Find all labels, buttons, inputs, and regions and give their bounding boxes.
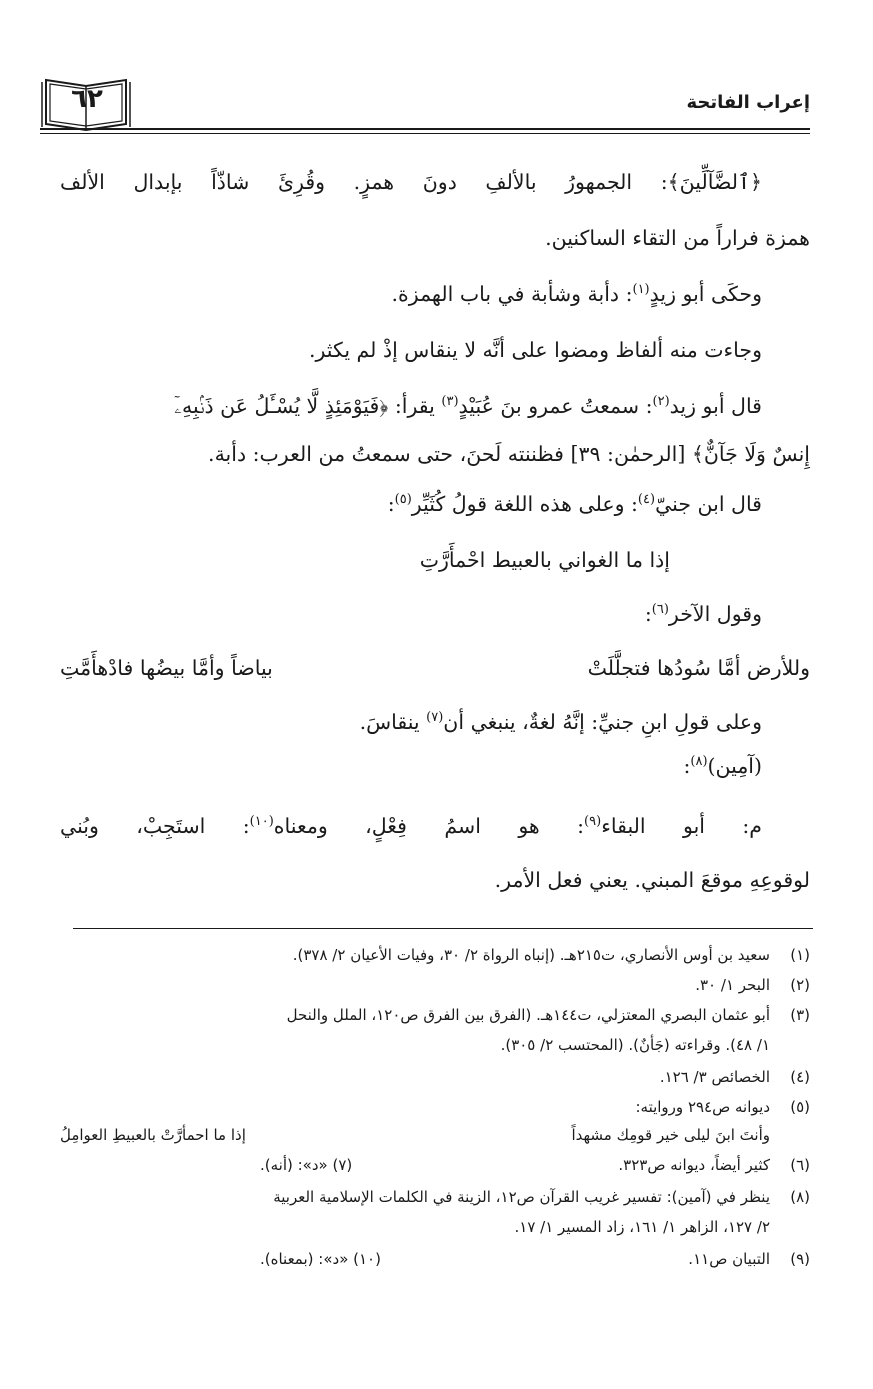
- footnote-ref: (٥): [394, 492, 412, 508]
- footnote: (٤)الخصائص ٣/ ١٢٦.: [659, 1068, 810, 1086]
- verse-hemistich-first: وللأرض أمَّا سُودُها فتجلَّلَتْ: [587, 656, 810, 680]
- footnote-ref: (١٠): [249, 814, 274, 830]
- footnote: (٣)أبو عثمان البصري المعتزلي، ت١٤٤هـ. (الفرق بين الفرق ص١٢٠، الملل والنحل: [286, 1006, 810, 1024]
- running-title: إعراب الفاتحة: [686, 92, 810, 113]
- verse-line: إذا ما الغواني بالعبيط احْمأَرَّتِ: [419, 548, 670, 572]
- text-line: (آمِين)$^{(٨)}$:: [683, 754, 762, 778]
- text-line: همزة فراراً من التقاء الساكنين.: [545, 226, 810, 250]
- footnote-ref: (١): [632, 282, 650, 298]
- footnote-ref: (٩): [584, 814, 602, 830]
- text-line: م: أبو البقاء$^{(٩)}$: هو اسمُ فِعْلٍ، ومعناه$^{(١٠)}$: استَجِبْ، وبُني: [60, 814, 762, 838]
- text-line: وجاءت منه ألفاظ ومضوا على أنَّه لا ينقاس إذْ لم يكثر.: [308, 338, 762, 362]
- footnote: (٧) «د»: (أنه).: [260, 1156, 353, 1174]
- header-rule-thin: [40, 133, 810, 134]
- footnote: (٨)ينظر في (آمين): تفسير غريب القرآن ص١٢، الزينة في الكلمات الإسلامية العربية: [273, 1188, 810, 1206]
- text-line: إِنسٌ وَلَا جَآنٌّ﴾ [الرحمٰن: ٣٩] فظننته لَحنَ، حتى سمعتُ من العرب: دأبة.: [208, 442, 810, 466]
- footnote: (١٠) «د»: (بمعناه).: [260, 1250, 381, 1268]
- footnote: (١)سعيد بن أوس الأنصاري، ت٢١٥هـ. (إنباه الرواة ٢/ ٣٠، وفيات الأعيان ٢/ ٣٧٨).: [292, 946, 810, 964]
- footnote-continuation: ١/ ٤٨). وقراءته (جَأنٌ). (المحتسب ٢/ ٣٠٥).: [500, 1036, 770, 1054]
- footnote: (٦)كثير أيضاً، ديوانه ص٣٢٣.: [618, 1156, 810, 1174]
- footnote-ref: (٧): [426, 710, 444, 726]
- text-line: وقول الآخر$^{(٦)}$:: [644, 602, 762, 626]
- text-line: وعلى قولِ ابنِ جنيِّ: إنَّهُ لغةٌ، ينبغي أن$^{(٧)}$ ينقاسَ.: [359, 710, 762, 734]
- footnote-continuation: ٢/ ١٢٧، الزاهر ١/ ١٦١، زاد المسير ١/ ١٧.: [514, 1218, 770, 1236]
- footnote-ref: (٨): [690, 754, 708, 770]
- text-line: قال ابن جنيّ$^{(٤)}$: وعلى هذه اللغة قولُ كُثَيِّر$^{(٥)}$:: [387, 492, 762, 516]
- footnote: (٢)البحر ١/ ٣٠.: [695, 976, 810, 994]
- footnote-verse-second: إذا ما احمأرَّتْ بالعبيطِ العوامِلُ: [60, 1126, 246, 1144]
- text-line: وحكَى أبو زيدٍ$^{(١)}$: دأبة وشأبة في باب الهمزة.: [391, 282, 762, 306]
- footnote-verse-first: وأنتَ ابنَ ليلى خير قومِك مشهداً: [571, 1126, 770, 1144]
- footnote: (٩)التبيان ص١١.: [688, 1250, 810, 1268]
- footnote-ref: (٣): [441, 394, 459, 410]
- footnote-ref: (٦): [651, 602, 669, 618]
- text-line: ﴿ٱلضَّآلِّينَ﴾: الجمهورُ بالألفِ دونَ همزٍ. وقُرِئَ شاذّاً بإبدال الألف: [60, 170, 762, 194]
- page-number: ٦٢: [71, 84, 103, 114]
- text-line: لوقوعِهِ موقعَ المبني. يعني فعل الأمر.: [494, 868, 810, 892]
- text-line: قال أبو زيد$^{(٢)}$: سمعتُ عمرو بنَ عُبَيْدٍ$^{(٣)}$ يقرأ: ﴿فَيَوْمَئِذٍ لَّا يُسْـَٔلُ عَن ذَنۢبِهِۦٓ: [174, 394, 762, 418]
- page-header: [40, 68, 810, 138]
- verse-hemistich-second: بياضاً وأمَّا بيضُها فادْهأَمَّتِ: [60, 656, 273, 680]
- footnote-ref: (٤): [637, 492, 656, 508]
- footnote: (٥)ديوانه ص٢٩٤ وروايته:: [635, 1098, 810, 1116]
- footnote-separator: [73, 928, 813, 929]
- footnote-ref: (٢): [652, 394, 670, 410]
- header-rule: [40, 128, 810, 130]
